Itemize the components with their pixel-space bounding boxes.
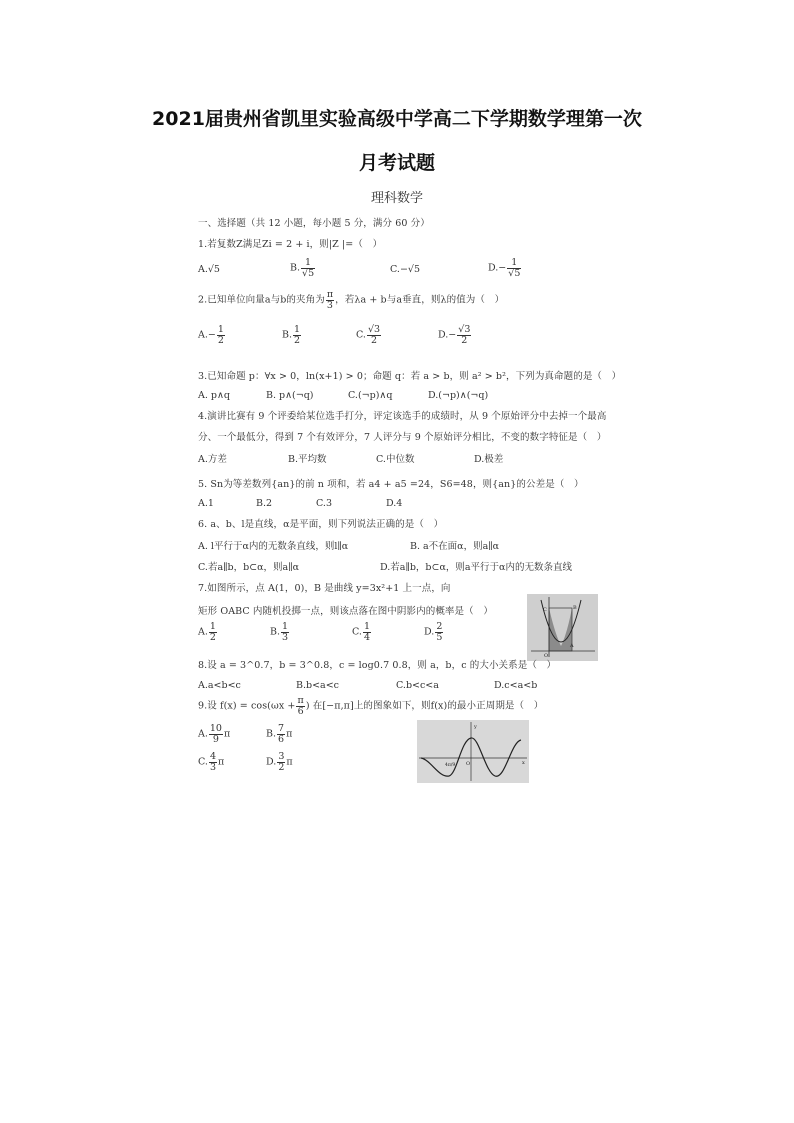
q4-option-d: D.极差: [474, 454, 504, 465]
q6-option-b: B. a不在面α，则a∥α: [410, 541, 500, 552]
q5-option-a: A.1: [198, 498, 214, 509]
q8-option-d: D.c<a<b: [494, 680, 538, 691]
q9-cosine-graph: [417, 720, 529, 783]
question-9: 9.设 f(x) = cos(ωx + $\frac{\pi}{6}$ ) 在[−π,π]上的图象如下，则f(x)的最小正周期是（ ）: [198, 695, 544, 717]
question-4-line1: 4.演讲比赛有 9 个评委给某位选手打分，评定该选手的成绩时，从 9 个原始评分中去掉一个最高: [198, 411, 607, 422]
q9-label-o: O: [466, 761, 471, 767]
q7-parabola-graph: [527, 594, 598, 661]
q4-option-b: B.平均数: [288, 454, 327, 465]
doc-title-line2: 月考试题: [358, 152, 435, 174]
q1-option-c: C.−√5: [390, 264, 421, 275]
doc-subtitle: 理科数学: [370, 191, 423, 206]
q6-option-d: D.若a∥b，b⊂α，则a平行于α内的无数条直线: [380, 562, 572, 573]
q7-label-b: B: [573, 605, 577, 611]
q9-option-a: A. $\frac{10}{9}$ π: [198, 723, 231, 745]
q1-option-a: A.√5: [198, 264, 220, 275]
question-5: 5. Sn为等差数列{an}的前 n 项和，若 a4 + a5 =24，S6=48，则{an}的公差是（ ）: [198, 479, 584, 490]
question-2: 2.已知单位向量a与b的夹角为 $\frac{\pi}{3}$ ，若λa + b与a垂直，则λ的值为（ ）: [198, 289, 505, 311]
q8-option-c: C.b<c<a: [396, 680, 439, 691]
q3-option-d: D.(¬p)∧(¬q): [428, 390, 489, 401]
q7-label-a: A: [570, 643, 574, 649]
q7-option-b: B. $\frac{1}{3}$: [270, 621, 289, 643]
q9-option-b: B. $\frac{7}{6}$ π: [266, 723, 293, 745]
q7-option-d: D. $\frac{2}{5}$: [424, 621, 443, 643]
q1-option-b: B. $\frac{1}{√5}$: [290, 257, 315, 279]
q1-option-d: D.− $\frac{1}{√5}$: [488, 257, 521, 279]
q2-option-c: C. $\frac{√3}{2}$: [356, 324, 381, 346]
q9-option-c: C. $\frac{4}{3}$ π: [198, 751, 225, 773]
question-6: 6. a、b、l是直线，α是平面，则下列说法正确的是（ ）: [198, 519, 444, 530]
q6-option-c: C.若a∥b，b⊂α，则a∥α: [198, 562, 300, 573]
question-8: 8.设 a = 3^0.7，b = 3^0.8，c = log0.7 0.8，则 a，b，c 的大小关系是（ ）: [198, 660, 557, 671]
question-7-line2: 矩形 OABC 内随机投掷一点，则该点落在图中阴影内的概率是（ ）: [198, 606, 493, 617]
q7-figure: [527, 594, 598, 661]
question-4-line2: 分、一个最低分，得到 7 个有效评分，7 人评分与 9 个原始评分相比，不变的数字特征是（ ）: [198, 432, 607, 443]
q2-option-d: D.− $\frac{√3}{2}$: [438, 324, 471, 346]
q7-label-c: C: [543, 607, 547, 613]
question-1: 1.若复数Z满足Zi = 2 + i，则|Z |=（ ）: [198, 239, 383, 250]
q6-option-a: A. l平行于α内的无数条直线，则l∥α: [198, 541, 349, 552]
q8-option-a: A.a<b<c: [198, 680, 241, 691]
q7-label-o: O: [544, 653, 549, 659]
q9-label-y: y: [474, 724, 477, 730]
q2-option-b: B. $\frac{1}{2}$: [282, 324, 301, 346]
q5-option-b: B.2: [256, 498, 273, 509]
q5-option-c: C.3: [316, 498, 332, 509]
q7-option-a: A. $\frac{1}{2}$: [198, 621, 216, 643]
q8-option-b: B.b<a<c: [296, 680, 339, 691]
q3-option-c: C.(¬p)∧q: [348, 390, 393, 401]
doc-title-line1: 2021届贵州省凯里实验高级中学高二下学期数学理第一次: [152, 108, 642, 130]
q2-option-a: A.− $\frac{1}{2}$: [198, 324, 224, 346]
question-7-line1: 7.如图所示，点 A(1，0)，B 是曲线 y=3x²+1 上一点，向: [198, 583, 451, 594]
question-3: 3.已知命题 p：∀x > 0，ln(x+1) > 0；命题 q：若 a > b，则 a² > b²，下列为真命题的是（ ）: [198, 371, 622, 382]
q3-option-a: A. p∧q: [198, 390, 231, 401]
section-heading: 一、选择题（共 12 小题，每小题 5 分，满分 60 分）: [198, 218, 430, 229]
q7-option-c: C. $\frac{1}{4}$: [352, 621, 370, 643]
q9-figure: [417, 720, 529, 783]
q9-tick-label: 4π/9: [445, 763, 456, 768]
q4-option-c: C.中位数: [376, 454, 415, 465]
q5-option-d: D.4: [386, 498, 403, 509]
q9-option-d: D. $\frac{3}{2}$ π: [266, 751, 293, 773]
q3-option-b: B. p∧(¬q): [266, 390, 314, 401]
q4-option-a: A.方差: [198, 454, 227, 465]
q9-label-x: x: [522, 760, 525, 766]
